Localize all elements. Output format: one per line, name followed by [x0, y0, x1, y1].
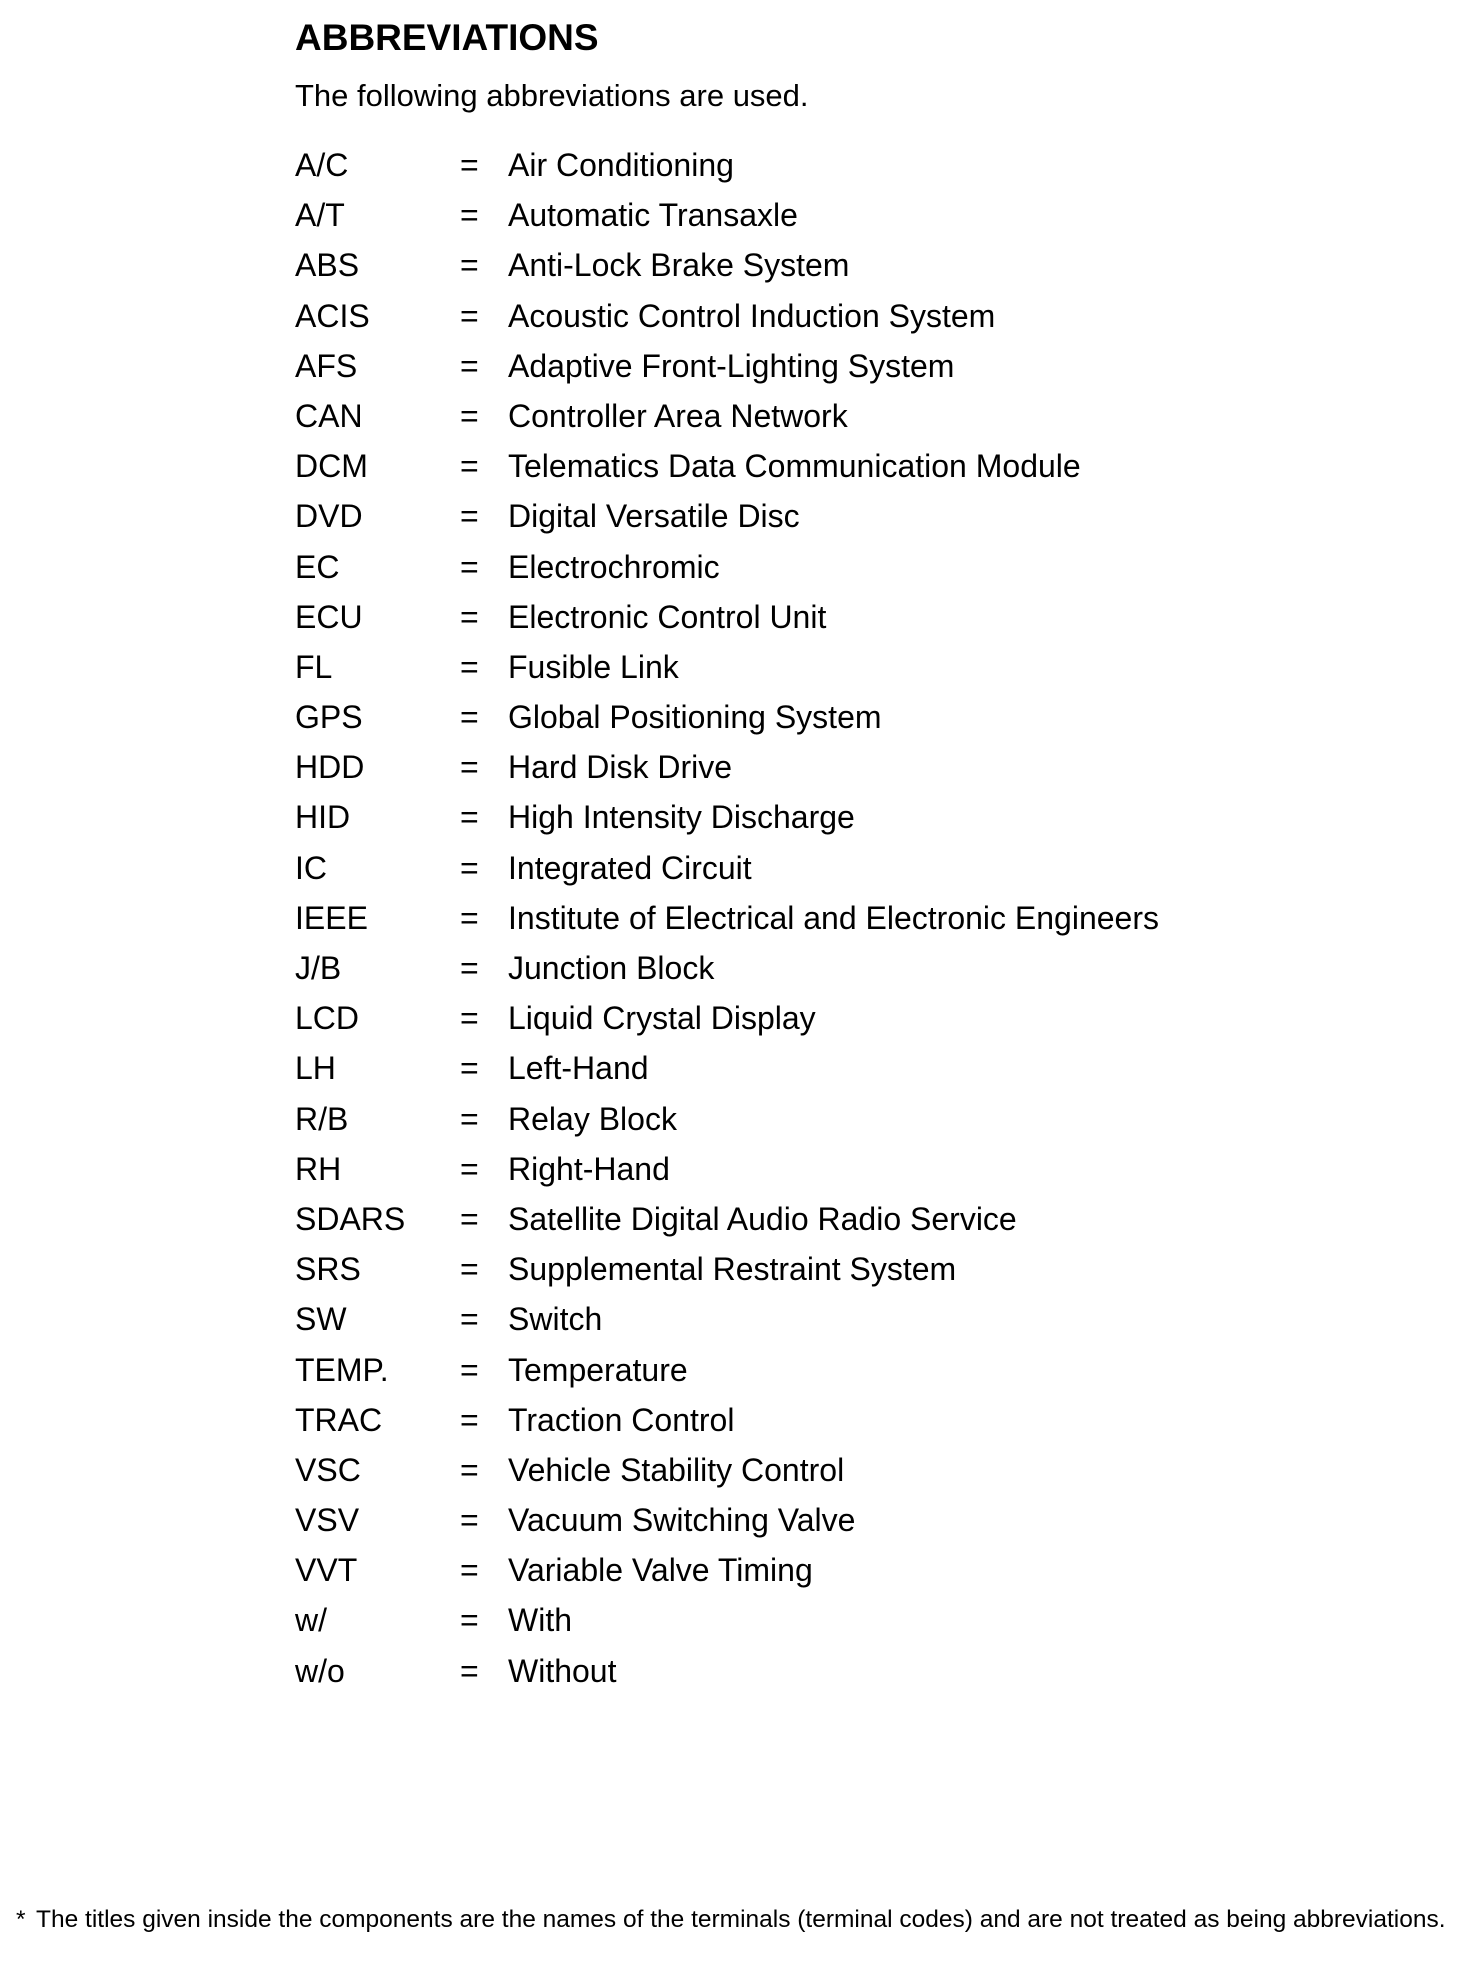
abbreviation-row — [295, 943, 1159, 993]
abbreviation-row — [295, 742, 1159, 792]
abbreviation-row — [295, 893, 1159, 943]
equals-sign: = — [460, 1351, 479, 1388]
abbreviation-meaning: Anti-Lock Brake System — [508, 247, 850, 284]
equals-sign: = — [460, 699, 479, 736]
abbreviation-code: TRAC — [295, 1401, 383, 1438]
equals-sign: = — [460, 799, 479, 836]
abbreviation-meaning: Liquid Crystal Display — [508, 1000, 816, 1037]
abbreviation-row — [295, 441, 1159, 491]
equals-sign: = — [460, 1050, 479, 1087]
equals-sign: = — [460, 1251, 479, 1288]
equals-sign: = — [460, 749, 479, 786]
abbreviation-meaning: Traction Control — [508, 1401, 735, 1438]
abbreviation-row — [295, 642, 1159, 692]
abbreviation-row — [295, 1646, 1159, 1696]
abbreviation-list — [295, 140, 1159, 1696]
abbreviation-row — [295, 240, 1159, 290]
equals-sign: = — [460, 197, 479, 234]
abbreviation-code: R/B — [295, 1100, 349, 1137]
abbreviation-row — [295, 291, 1159, 341]
abbreviation-meaning: Acoustic Control Induction System — [508, 297, 996, 334]
abbreviation-code: LCD — [295, 1000, 360, 1037]
abbreviation-meaning: Air Conditioning — [508, 147, 734, 183]
abbreviation-code: A/C — [295, 147, 349, 183]
abbreviation-row — [295, 341, 1159, 391]
abbreviation-meaning: Satellite Digital Audio Radio Service — [508, 1200, 1017, 1237]
abbreviation-row — [295, 1144, 1159, 1194]
abbreviation-code: EC — [295, 548, 340, 585]
abbreviation-code: w/o — [295, 1652, 345, 1689]
abbreviation-row — [295, 140, 1159, 190]
abbreviation-row — [295, 1244, 1159, 1294]
equals-sign: = — [460, 1502, 479, 1539]
abbreviation-code: DVD — [295, 498, 363, 535]
equals-sign: = — [460, 1150, 479, 1187]
abbreviation-row — [295, 190, 1159, 240]
abbreviation-row — [295, 1445, 1159, 1495]
equals-sign: = — [460, 397, 479, 434]
abbreviation-meaning: Telematics Data Communication Module — [508, 448, 1081, 485]
abbreviation-row — [295, 542, 1159, 592]
equals-sign: = — [460, 1301, 479, 1338]
equals-sign: = — [460, 899, 479, 936]
footnote — [16, 1904, 1456, 1936]
abbreviation-code: ABS — [295, 247, 360, 284]
abbreviation-row — [295, 792, 1159, 842]
abbreviation-row — [295, 843, 1159, 893]
equals-sign: = — [460, 347, 479, 384]
equals-sign: = — [460, 297, 479, 334]
abbreviation-code: AFS — [295, 347, 358, 384]
equals-sign: = — [460, 1200, 479, 1237]
equals-sign: = — [460, 1401, 479, 1438]
abbreviation-row — [295, 692, 1159, 742]
abbreviation-row — [295, 993, 1159, 1043]
abbreviation-meaning: Automatic Transaxle — [508, 197, 798, 234]
abbreviation-meaning: Hard Disk Drive — [508, 749, 733, 786]
abbreviation-row — [295, 1194, 1159, 1244]
equals-sign: = — [460, 247, 479, 284]
equals-sign: = — [460, 498, 479, 535]
abbreviation-code: ACIS — [295, 297, 370, 334]
abbreviation-meaning: Left-Hand — [508, 1050, 649, 1087]
abbreviation-meaning: Institute of Electrical and Electronic Engineers — [508, 899, 1159, 936]
abbreviation-code: SW — [295, 1301, 347, 1338]
abbreviation-row — [295, 1595, 1159, 1645]
abbreviation-code: TEMP. — [295, 1351, 389, 1388]
abbreviation-code: J/B — [295, 950, 342, 986]
equals-sign: = — [460, 1100, 479, 1137]
equals-sign: = — [460, 849, 479, 886]
abbreviation-code: CAN — [295, 397, 363, 434]
abbreviation-row — [295, 491, 1159, 541]
abbreviation-code: GPS — [295, 699, 363, 736]
abbreviation-code: IEEE — [295, 899, 368, 936]
abbreviation-meaning: Integrated Circuit — [508, 849, 752, 886]
equals-sign: = — [460, 147, 479, 183]
abbreviation-meaning: High Intensity Discharge — [508, 799, 855, 836]
abbreviation-code: SDARS — [295, 1200, 406, 1237]
abbreviation-row — [295, 1395, 1159, 1445]
abbreviation-code: IC — [295, 849, 327, 886]
abbreviation-code: HID — [295, 799, 351, 836]
abbreviation-code: LH — [295, 1050, 336, 1087]
footnote-text: The titles given inside the components are the names of the terminals (terminal codes) and are not treated as being abbreviations. — [36, 1906, 1446, 1933]
abbreviation-code: HDD — [295, 749, 365, 786]
equals-sign: = — [460, 1451, 479, 1488]
abbreviation-meaning: Junction Block — [508, 950, 715, 986]
abbreviation-meaning: With — [508, 1602, 572, 1639]
abbreviation-row — [295, 1294, 1159, 1344]
footnote-mark: * — [16, 1906, 26, 1933]
abbreviation-code: RH — [295, 1150, 342, 1187]
equals-sign: = — [460, 950, 479, 986]
abbreviation-row — [295, 1545, 1159, 1595]
abbreviation-code: VSV — [295, 1502, 360, 1539]
abbreviation-meaning: Vacuum Switching Valve — [508, 1502, 856, 1539]
abbreviation-meaning: Variable Valve Timing — [508, 1552, 813, 1589]
abbreviation-meaning: Temperature — [508, 1351, 688, 1388]
equals-sign: = — [460, 548, 479, 585]
abbreviation-meaning: Adaptive Front-Lighting System — [508, 347, 955, 384]
abbreviation-row — [295, 1043, 1159, 1093]
abbreviation-meaning: Global Positioning System — [508, 699, 882, 736]
abbreviation-code: w/ — [295, 1602, 327, 1639]
abbreviation-row — [295, 592, 1159, 642]
abbreviation-code: FL — [295, 648, 333, 685]
abbreviation-row — [295, 1495, 1159, 1545]
abbreviation-meaning: Supplemental Restraint System — [508, 1251, 957, 1288]
abbreviation-code: VVT — [295, 1552, 358, 1589]
abbreviation-code: ECU — [295, 598, 363, 635]
abbreviation-meaning: Electrochromic — [508, 548, 720, 585]
abbreviation-meaning: Without — [508, 1652, 617, 1689]
equals-sign: = — [460, 648, 479, 685]
equals-sign: = — [460, 1000, 479, 1037]
abbreviation-meaning: Vehicle Stability Control — [508, 1451, 845, 1488]
abbreviation-row — [295, 391, 1159, 441]
equals-sign: = — [460, 1652, 479, 1689]
equals-sign: = — [460, 598, 479, 635]
abbreviation-meaning: Digital Versatile Disc — [508, 498, 800, 535]
abbreviation-meaning: Right-Hand — [508, 1150, 670, 1187]
abbreviation-row — [295, 1094, 1159, 1144]
abbreviation-code: DCM — [295, 448, 368, 485]
abbreviation-code: VSC — [295, 1451, 361, 1488]
equals-sign: = — [460, 1552, 479, 1589]
abbreviation-meaning: Fusible Link — [508, 648, 679, 685]
abbreviation-meaning: Switch — [508, 1301, 603, 1338]
intro-text: The following abbreviations are used. — [295, 78, 809, 113]
abbreviation-meaning: Electronic Control Unit — [508, 598, 827, 635]
abbreviation-code: SRS — [295, 1251, 361, 1288]
abbreviation-meaning: Relay Block — [508, 1100, 677, 1137]
equals-sign: = — [460, 1602, 479, 1639]
abbreviation-code: A/T — [295, 197, 345, 234]
abbreviation-row — [295, 1345, 1159, 1395]
abbreviation-meaning: Controller Area Network — [508, 397, 848, 434]
equals-sign: = — [460, 448, 479, 485]
page-title: ABBREVIATIONS — [295, 17, 599, 58]
